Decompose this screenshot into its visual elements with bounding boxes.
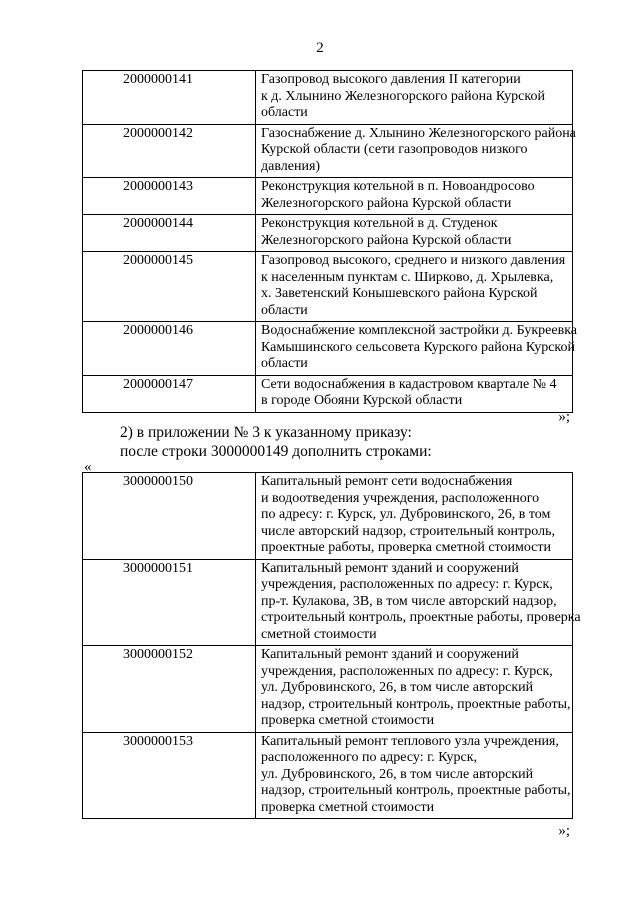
table-row [83, 124, 573, 178]
table-one-body [83, 71, 578, 413]
description-line: и водоотведения учреждения, расположенного [261, 490, 540, 506]
object-code-cell: 2000000144 [83, 215, 256, 252]
table-row [83, 732, 573, 819]
description-line: числе авторский надзор, строительный контроль, [261, 523, 555, 539]
description-line: ул. Дубровинского, 26, в том числе авторский [261, 766, 534, 782]
description-line: в городе Обояни Курской области [261, 393, 463, 408]
object-description-cell [256, 732, 573, 819]
description-line: к д. Хлынино Железногорского района Курской [261, 88, 545, 104]
description-line: Курской области (сети газопроводов низкого [261, 142, 528, 157]
description-line: давления) [261, 158, 321, 174]
description-line: х. Заветенский Конышевского района Курской [261, 286, 538, 301]
object-description-cell [256, 178, 573, 215]
table-row [83, 322, 573, 376]
table-row [83, 71, 573, 125]
object-code-cell: 3000000153 [83, 732, 256, 819]
description-line: Газопровод высокого давления II категории [261, 72, 521, 87]
object-description-cell [256, 322, 578, 376]
description-line: Сети водоснабжения в кадастровом квартале № 4 [261, 376, 557, 392]
description-line: пр-т. Кулакова, 3В, в том числе авторский надзор, [261, 593, 557, 609]
description-line: области [261, 302, 308, 318]
paragraph-insert-rows: после строки 3000000149 дополнить строками: [120, 443, 432, 460]
description-line: области [261, 356, 308, 371]
table-two-body [83, 473, 581, 819]
object-description-cell [256, 646, 573, 733]
description-line: Газоснабжение д. Хлынино Железногорского района [261, 125, 576, 141]
description-line: надзор, строительный контроль, проектные работы, [261, 696, 571, 712]
description-line: учреждения, расположенных по адресу: г. Курск, [261, 663, 553, 679]
object-description-cell [256, 375, 573, 412]
object-code-cell: 2000000146 [83, 322, 256, 376]
description-line: проверка сметной стоимости [261, 799, 435, 815]
table-row [83, 178, 573, 215]
description-line: учреждения, расположенных по адресу: г. Курск, [261, 577, 553, 592]
description-line: Железногорского района Курской области [261, 232, 512, 248]
table-row [83, 215, 573, 252]
description-line: Водоснабжение комплексной застройки д. Букреевка [261, 323, 578, 338]
description-line: Железногорского района Курской области [261, 195, 512, 211]
object-description-cell [256, 71, 573, 125]
description-line: Капитальный ремонт теплового узла учреждения, [261, 733, 559, 749]
description-line: проектные работы, проверка сметной стоимости [261, 540, 552, 555]
description-line: Капитальный ремонт сети водоснабжения [261, 474, 513, 489]
object-code-cell: 2000000145 [83, 252, 256, 322]
object-codes-table-appendix-2 [82, 70, 578, 413]
object-description-cell [256, 124, 576, 178]
description-line: сметной стоимости [261, 626, 377, 642]
object-code-cell: 2000000143 [83, 178, 256, 215]
description-line: строительный контроль, проектные работы, проверка [261, 610, 581, 625]
table-row [83, 252, 573, 322]
object-description-cell [256, 215, 573, 252]
description-line: надзор, строительный контроль, проектные работы, [261, 783, 571, 798]
object-code-cell: 2000000147 [83, 375, 256, 412]
description-line: Реконструкция котельной в д. Студенок [261, 216, 498, 231]
table-row [83, 646, 573, 733]
table-two-opening-quote: « [84, 459, 92, 475]
description-line: к населенным пунктам с. Ширково, д. Хрылевка, [261, 269, 554, 285]
object-code-cell: 3000000150 [83, 473, 256, 560]
page-number: 2 [316, 40, 324, 56]
description-line: Газопровод высокого, среднего и низкого давления [261, 253, 566, 268]
description-line: Капитальный ремонт зданий и сооружений [261, 560, 519, 576]
description-line: области [261, 105, 308, 120]
description-line: Капитальный ремонт зданий и сооружений [261, 647, 519, 662]
object-code-cell: 3000000151 [83, 559, 256, 646]
table-two-closing-quote: »; [558, 823, 570, 839]
description-line: проверка сметной стоимости [261, 713, 435, 728]
object-code-cell: 2000000142 [83, 124, 256, 178]
object-description-cell [256, 252, 573, 322]
object-codes-table-appendix-3 [82, 472, 581, 819]
paragraph-appendix-3: 2) в приложении № 3 к указанному приказу: [120, 424, 412, 441]
description-line: по адресу: г. Курск, ул. Дубровинского, 26, в том [261, 507, 551, 522]
description-line: Камышинского сельсовета Курского района Курской [261, 339, 576, 355]
object-description-cell [256, 559, 581, 646]
description-line: ул. Дубровинского, 26, в том числе авторский [261, 680, 534, 695]
description-line: расположенного по адресу: г. Курск, [261, 750, 478, 765]
object-code-cell: 3000000152 [83, 646, 256, 733]
object-description-cell [256, 473, 573, 560]
table-row [83, 473, 573, 560]
description-line: Реконструкция котельной в п. Новоандросово [261, 179, 535, 194]
table-row [83, 375, 573, 412]
table-row [83, 559, 573, 646]
object-code-cell: 2000000141 [83, 71, 256, 125]
table-one-closing-quote: »; [558, 409, 570, 425]
